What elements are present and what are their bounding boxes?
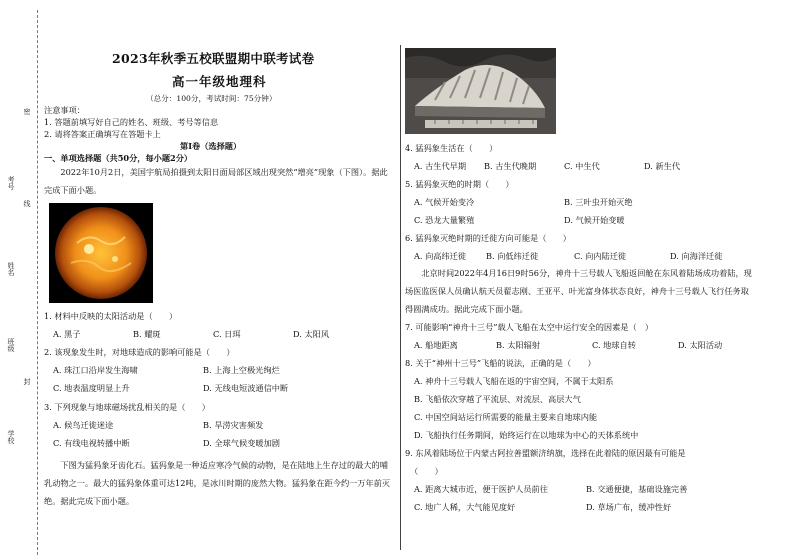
exam-meta: （总分：100分，考试时间：75分钟） [146,94,277,103]
notice-item-1: 1. 答题前填写好自己的姓名、班级、考号等信息 [44,117,219,127]
q6-option-a: A. 向高纬迁徙 [414,251,467,261]
q2-option-a: A. 珠江口沿岸发生海啸 [53,365,138,375]
column-divider [400,45,401,550]
q6-option-c: C. 向内陆迁徙 [574,251,627,261]
question-1-stem: 1. 材料中反映的太阳活动是（ ） [44,311,178,321]
seal-mark-mi: 密 [23,108,31,115]
intro-passage-shenzhou: 北京时间2022年4月16日9时56分，神舟十三号载人飞船返回舱在东风着陆场成功着陆，现场医监医保人员确认航天员翟志刚、王亚平、叶光富身体状态良好，神舟十三号载人飞行任务取得圆满成功。据此完成下面小题。 [405,268,752,314]
seal-mark-xian: 线 [23,200,31,207]
q7-option-b: B. 太阳辐射 [496,340,540,350]
q3-option-a: A. 候鸟迁徙迷途 [53,420,114,430]
q1-option-b: B. 耀斑 [133,329,161,339]
side-label-class: 班级 [7,338,15,352]
side-label-exam-number: 考号 [7,176,15,190]
q6-option-d: D. 向海洋迁徙 [670,251,723,261]
q1-option-c: C. 日珥 [213,329,241,339]
sun-flare-image [49,203,153,303]
q3-option-c: C. 有线电视转播中断 [53,438,130,448]
q4-option-c: C. 中生代 [564,161,600,171]
side-label-name: 姓名 [7,262,15,276]
q3-option-b: B. 旱涝灾害频发 [203,420,264,430]
question-6-stem: 6. 猛犸象灭绝时期的迁徙方向可能是（ ） [405,233,571,243]
question-5-stem: 5. 猛犸象灭绝的时期（ ） [405,179,514,189]
question-9-stem: 9. 东风着陆场位于内蒙古阿拉善盟额济纳旗，选择在此着陆的原因最有可能是 [405,448,686,458]
q9-option-b: B. 交通便捷，基础设施完善 [586,484,688,494]
q5-option-b: B. 三叶虫开始灭绝 [564,197,633,207]
notice-heading: 注意事项： [44,105,85,115]
intro-passage-mammoth: 下图为猛犸象牙齿化石。猛犸象是一种适应寒冷气候的动物，是在陆地上生存过的最大的哺乳动物之一。最大的猛犸象体重可达12吨，是冰川时期的庞然大物。猛犸象在距今约一万年前灭绝。据此完成下面小题。 [44,460,391,506]
q9-option-d: D. 草场广布，缓冲性好 [586,502,672,512]
q1-option-d: D. 太阳风 [293,329,330,339]
q6-option-b: B. 向低纬迁徙 [486,251,539,261]
q8-option-c: C. 中国空间站运行所需要的能量主要来自地球内能 [414,412,598,422]
question-2-stem: 2. 该现象发生时，对地球造成的影响可能是（ ） [44,347,235,357]
q4-option-a: A. 古生代早期 [414,161,467,171]
question-7-stem: 7. 可能影响“神舟十三号”载人飞船在太空中运行安全的因素是（ ） [405,322,654,332]
side-label-school: 学校 [7,430,15,444]
q8-option-d: D. 飞船执行任务期间，始终运行在以地球为中心的天体系统中 [414,430,639,440]
q2-option-c: C. 地表温度明显上升 [53,383,130,393]
q2-option-b: B. 上海上空极光绚烂 [203,365,280,375]
q5-option-d: D. 气候开始变暖 [564,215,625,225]
q2-option-d: D. 无线电短波通信中断 [203,383,289,393]
q8-option-a: A. 神舟十三号载人飞船在返的宇宙空间，不属于太阳系 [414,376,614,386]
mammoth-tooth-fossil-image [405,48,556,134]
exam-subtitle: 高一年级地理科 [172,74,267,89]
q9-option-a: A. 距离大城市近，便于医护人员前往 [414,484,548,494]
q5-option-c: C. 恐龙大量繁殖 [414,215,475,225]
question-8-stem: 8. 关于“神州十三号”飞船的说法，正确的是（ ） [405,358,596,368]
q7-option-a: A. 船地距离 [414,340,458,350]
q8-option-b: B. 飞船依次穿越了平流层、对流层、高层大气 [414,394,581,404]
q7-option-c: C. 地球自转 [592,340,636,350]
q3-option-d: D. 全球气候变暖加剧 [203,438,280,448]
intro-passage-sun: 2022年10月2日，美国宇航局拍摄到太阳日面局部区域出现突然“增亮”现象（下图）。据此完成下面小题。 [44,167,388,195]
q5-option-a: A. 气候开始变冷 [414,197,475,207]
q4-option-d: D. 新生代 [644,161,681,171]
q7-option-d: D. 太阳活动 [678,340,723,350]
seal-mark-feng: 封 [23,378,31,385]
q4-option-b: B. 古生代晚期 [484,161,537,171]
question-4-stem: 4. 猛犸象生活在（ ） [405,143,498,153]
q1-option-a: A. 黑子 [53,329,81,339]
exam-title: 2023年秋季五校联盟期中联考试卷 [112,51,315,66]
section-heading: 一、单项选择题（共50分，每小题2分） [44,153,193,163]
question-3-stem: 3. 下列现象与地球磁场扰乱相关的是（ ） [44,402,210,412]
q9-option-c: C. 地广人稀，大气能见度好 [414,502,516,512]
part-title: 第Ⅰ卷（选择题） [180,141,242,151]
binding-line [37,10,38,555]
question-9-answer-paren: （ ） [410,466,443,476]
notice-item-2: 2. 请将答案正确填写在答题卡上 [44,129,161,139]
